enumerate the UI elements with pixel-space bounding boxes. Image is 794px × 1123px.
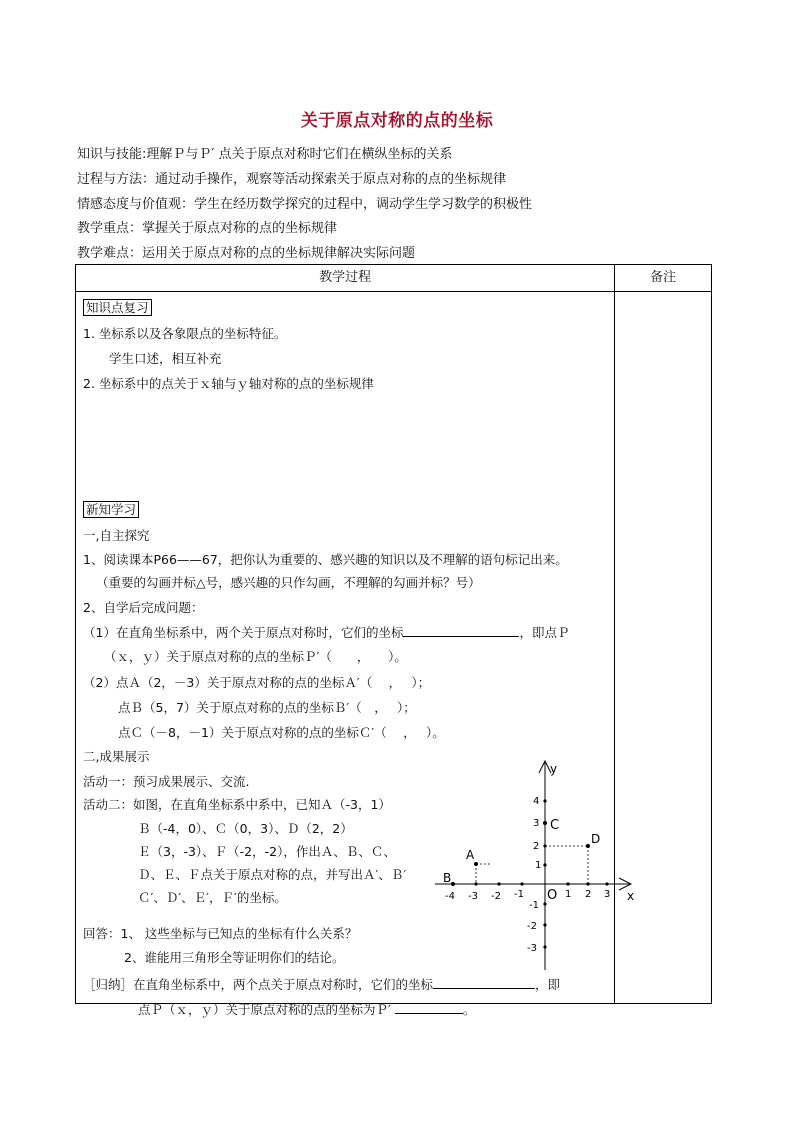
point-a [474, 862, 478, 866]
point-c-label: C [550, 818, 560, 833]
teaching-key: 教学重点：掌握关于原点对称的点的坐标规律 [77, 221, 338, 236]
y-tick-label: 4 [533, 796, 540, 807]
activity-2-task-cont: Ｃ′、Ｄ′、Ｅ′，Ｆ′的坐标。 [138, 890, 287, 905]
point-b-label: B [443, 871, 452, 885]
x-tick-label: -3 [468, 891, 478, 902]
y-tick-label: 1 [535, 860, 542, 871]
y-tick-label: -1 [529, 900, 539, 911]
y-tick [543, 863, 546, 866]
review-item-1: 1. 坐标系以及各象限点的坐标特征。 [83, 326, 287, 341]
y-tick [543, 923, 546, 926]
y-axis-label: y [550, 762, 558, 776]
point-c [543, 821, 547, 825]
y-tick [543, 799, 546, 802]
process-cell [76, 292, 635, 1017]
summary-cont: 点Ｐ（ｘ，ｙ）关于原点对称的点的坐标为Ｐ′ 。 [138, 1002, 476, 1017]
x-tick-label: 2 [585, 889, 592, 900]
activity-1: 活动一：预习成果展示、交流. [83, 774, 250, 789]
origin-label: O [547, 888, 558, 903]
lesson-table [75, 264, 712, 1017]
coordinate-graph [431, 757, 636, 977]
summary-blank-2 [395, 1000, 463, 1014]
y-tick [543, 945, 546, 948]
x-tick-label: 1 [565, 889, 572, 900]
point-a-label: A [466, 848, 475, 862]
header-process: 教学过程 [76, 265, 615, 292]
question-2-2b: 点Ｂ（5，7）关于原点对称的点的坐标Ｂ′（ ， ）； [118, 700, 416, 715]
y-tick-label: -2 [527, 921, 537, 932]
x-tick-label: -2 [491, 891, 501, 902]
answer-question-1: 回答：1、 这些坐标与已知点的坐标有什么关系？ [83, 926, 358, 941]
y-tick-label: 2 [533, 841, 540, 852]
review-item-1-note: 学生口述，相互补充 [109, 351, 222, 366]
new-box: 新知学习 [83, 501, 139, 518]
point-d [586, 844, 590, 848]
activity-2: 活动二：如图，在直角坐标系中系中，已知Ａ（-3，1） [83, 797, 391, 812]
section-self-explore: 一,自主探究 [83, 528, 150, 543]
question-2-1-cont: （ｘ，ｙ）关于原点对称的点的坐标Ｐ′（ ， ）。 [104, 649, 407, 664]
point-d-label: D [591, 832, 601, 846]
x-tick-label: 3 [604, 889, 611, 900]
reading-note: （重要的勾画并标△号，感兴趣的只作勾画，不理解的勾画并标？号） [96, 575, 481, 590]
question-2-2c: 点Ｃ（－8，－1）关于原点对称的点的坐标Ｃ′（ ， ）。 [118, 725, 445, 740]
summary-blank-1 [433, 975, 535, 989]
goal-knowledge: 知识与技能:理解Ｐ与Ｐ′ 点关于原点对称时它们在横纵坐标的关系 [77, 147, 453, 162]
x-axis-label: x [627, 889, 635, 903]
x-tick [566, 882, 569, 885]
y-tick-label: -3 [527, 943, 537, 954]
reading-task: 1、阅读课本P66——67，把你认为重要的、感兴趣的知识以及不理解的语句标记出来。 [83, 552, 568, 567]
answer-blank [403, 623, 519, 637]
x-tick-label: -1 [514, 889, 524, 900]
summary: ［归纳］在直角坐标系中，两个点关于原点对称时，它们的坐标 ，即 [83, 977, 561, 992]
activity-2-points-2: Ｅ（3，-3）、Ｆ（-2，-2），作出Ａ、Ｂ、Ｃ、 [138, 844, 396, 859]
y-tick [543, 902, 546, 905]
x-tick-label: -4 [445, 891, 455, 902]
point-b [451, 882, 455, 886]
goal-process: 过程与方法：通过动手操作，观察等活动探索关于原点对称的点的坐标规律 [77, 172, 507, 187]
goal-attitude: 情感态度与价值观：学生在经历数学探究的过程中，调动学生学习数学的积极性 [77, 197, 533, 212]
section-results: 二,成果展示 [83, 749, 150, 764]
x-tick [497, 882, 500, 885]
question-2-2a: （2）点Ａ（2，－3）关于原点对称的点的坐标Ａ′（ ， ）； [83, 675, 431, 690]
activity-2-points-1: Ｂ（-4，0）、Ｃ（0，3）、Ｄ（2，2） [138, 821, 353, 836]
x-tick [520, 882, 523, 885]
review-item-2: 2. 坐标系中的点关于ｘ轴与ｙ轴对称的点的坐标规律 [83, 376, 374, 391]
y-tick-label: 3 [533, 818, 540, 829]
question-2-1: （1）在直角坐标系中，两个关于原点对称时，它们的坐标 ，即点Ｐ [83, 625, 570, 640]
review-box: 知识点复习 [83, 299, 152, 316]
question-2: 2、自学后完成问题： [83, 600, 204, 615]
header-notes: 备注 [615, 265, 712, 292]
teaching-difficulty: 教学难点：运用关于原点对称的点的坐标规律解决实际问题 [77, 246, 416, 261]
page-title: 关于原点对称的点的坐标 [300, 111, 494, 131]
x-tick [605, 882, 608, 885]
activity-2-task: Ｄ、Ｅ、Ｆ点关于原点对称的点，并写出Ａ′、Ｂ′ [138, 867, 407, 882]
answer-question-2: 2、谁能用三角形全等证明你们的结论。 [124, 950, 345, 965]
